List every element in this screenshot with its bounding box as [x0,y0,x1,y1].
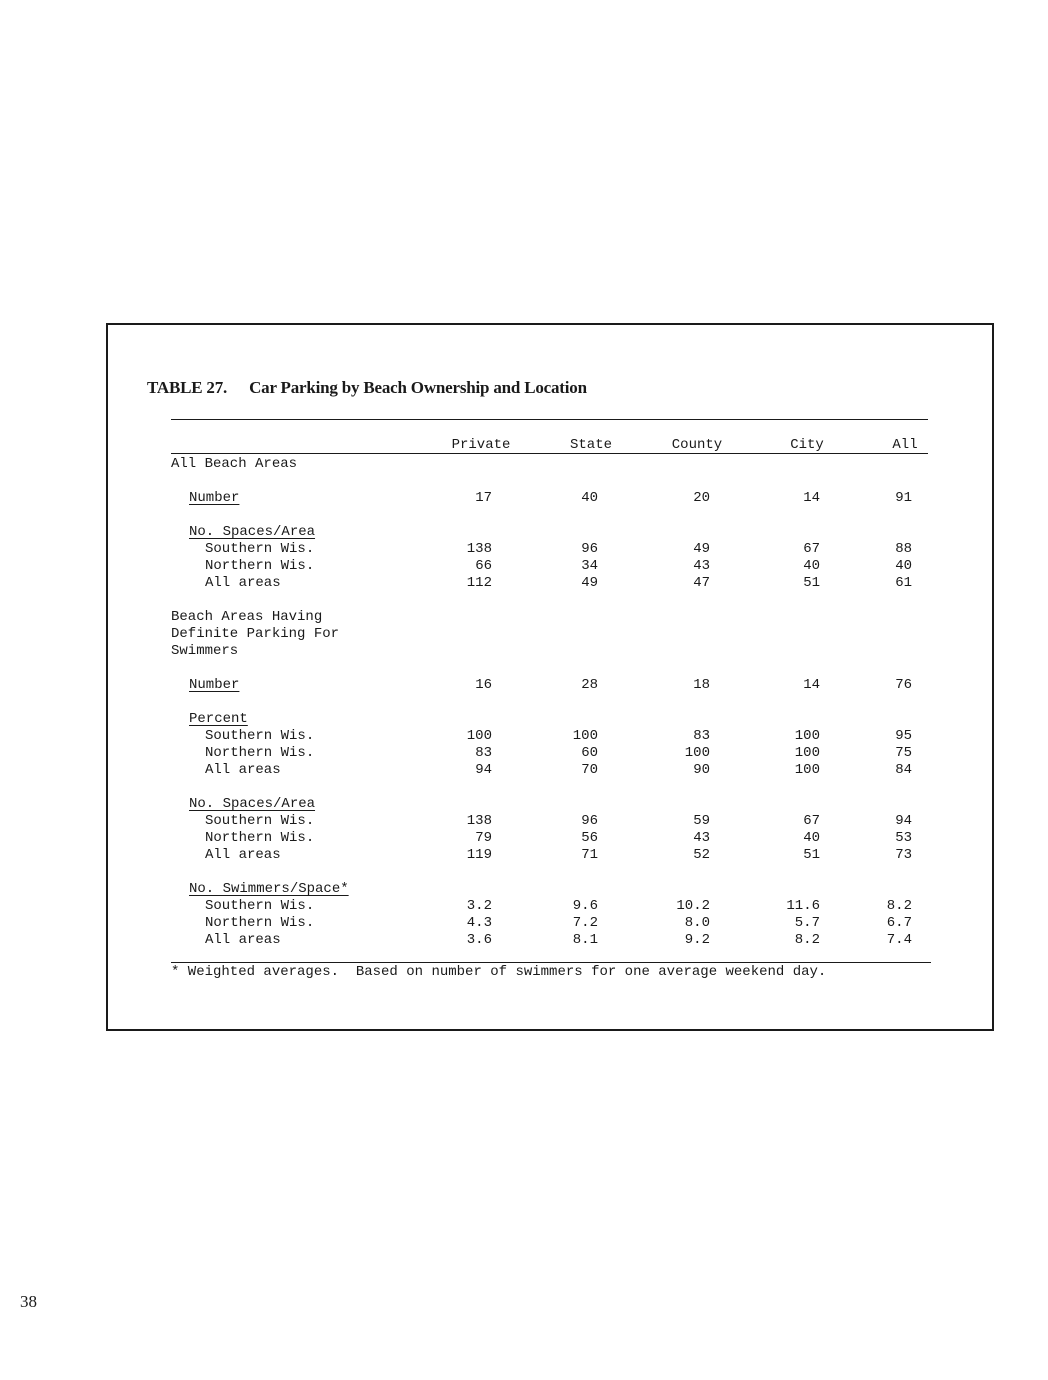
table-cell: 20 [693,490,710,506]
row-label: Southern Wis. [205,813,315,829]
table-cell: 51 [803,847,820,863]
table-cell: 60 [581,745,598,761]
table-cell: 14 [803,677,820,693]
table-cell: 52 [693,847,710,863]
table-cell: 94 [475,762,492,778]
table-cell: 40 [803,558,820,574]
table-cell: 3.6 [466,932,492,948]
table-cell: 43 [693,830,710,846]
table-cell: 112 [466,575,492,591]
table-cell: 71 [581,847,598,863]
row-label: No. Spaces/Area [189,524,316,540]
row-label: Northern Wis. [205,745,315,761]
table-cell: 100 [466,728,492,744]
table-title [147,378,587,398]
table-cell: 7.4 [886,932,912,948]
row-label: All areas [205,575,281,591]
table-cell: 8.2 [794,932,820,948]
table-cell: 43 [693,558,710,574]
column-header-state: State [569,437,612,453]
table-cell: 95 [895,728,912,744]
table-cell: 138 [466,541,492,557]
row-label: No. Spaces/Area [189,796,316,812]
table-cell: 4.3 [466,915,492,931]
row-label: Swimmers [171,643,239,659]
row-label: Number [189,490,240,506]
bottom-rule [171,962,931,963]
table-cell: 90 [693,762,710,778]
table-cell: 79 [475,830,492,846]
row-label: All areas [205,762,281,778]
table-cell: 91 [895,490,912,506]
table-cell: 83 [693,728,710,744]
row-label: Number [189,677,240,693]
row-label: All areas [205,847,281,863]
table-cell: 66 [475,558,492,574]
row-label: Southern Wis. [205,728,315,744]
table-cell: 17 [475,490,492,506]
column-header-city: City [790,437,824,453]
table-cell: 73 [895,847,912,863]
table-cell: 83 [475,745,492,761]
table-cell: 49 [693,541,710,557]
header-rule [171,453,928,454]
column-header-county: County [671,437,723,453]
table-cell: 96 [581,813,598,829]
table-cell: 8.0 [684,915,710,931]
table-cell: 9.2 [684,932,710,948]
table-cell: 16 [475,677,492,693]
table-cell: 51 [803,575,820,591]
table-cell: 100 [794,762,820,778]
table-cell: 10.2 [676,898,710,914]
table-cell: 8.1 [572,932,598,948]
page-number: 38 [20,1292,37,1311]
table-cell: 5.7 [794,915,820,931]
row-label: Southern Wis. [205,898,315,914]
table-cell: 70 [581,762,598,778]
table-cell: 84 [895,762,912,778]
row-label: Definite Parking For [171,626,340,642]
table-cell: 18 [693,677,710,693]
column-header-all: All [892,437,918,453]
table-cell: 76 [895,677,912,693]
row-label: Beach Areas Having [171,609,323,625]
table-cell: 100 [794,745,820,761]
table-cell: 100 [572,728,598,744]
table-cell: 47 [693,575,710,591]
row-label: All areas [205,932,281,948]
table-cell: 59 [693,813,710,829]
table-cell: 40 [803,830,820,846]
table-cell: 100 [684,745,710,761]
table-cell: 49 [581,575,598,591]
table-cell: 6.7 [886,915,912,931]
table-cell: 67 [803,541,820,557]
top-rule [171,419,928,420]
row-label: Percent [189,711,248,727]
table-cell: 40 [895,558,912,574]
table-cell: 53 [895,830,912,846]
row-label: Northern Wis. [205,915,315,931]
column-header-private: Private [451,437,511,453]
table-cell: 88 [895,541,912,557]
table-cell: 94 [895,813,912,829]
table-cell: 11.6 [786,898,820,914]
table-cell: 34 [581,558,598,574]
table-number: TABLE 27. [147,378,228,397]
table-cell: 3.2 [466,898,492,914]
table-cell: 7.2 [572,915,598,931]
row-label: All Beach Areas [171,456,298,472]
row-label: Southern Wis. [205,541,315,557]
table-cell: 75 [895,745,912,761]
table-cell: 40 [581,490,598,506]
table-footnote: * Weighted averages. Based on number of swimmers for one average weekend day. [171,964,827,980]
table-cell: 28 [581,677,598,693]
row-label: No. Swimmers/Space* [189,881,349,897]
row-label: Northern Wis. [205,558,315,574]
table-cell: 100 [794,728,820,744]
table-cell: 96 [581,541,598,557]
table-cell: 119 [466,847,492,863]
table-cell: 67 [803,813,820,829]
table-caption: Car Parking by Beach Ownership and Location [249,378,587,397]
table-cell: 8.2 [886,898,912,914]
table-cell: 14 [803,490,820,506]
table-cell: 9.6 [572,898,598,914]
table-cell: 138 [466,813,492,829]
table-cell: 61 [895,575,912,591]
table-cell: 56 [581,830,598,846]
row-label: Northern Wis. [205,830,315,846]
